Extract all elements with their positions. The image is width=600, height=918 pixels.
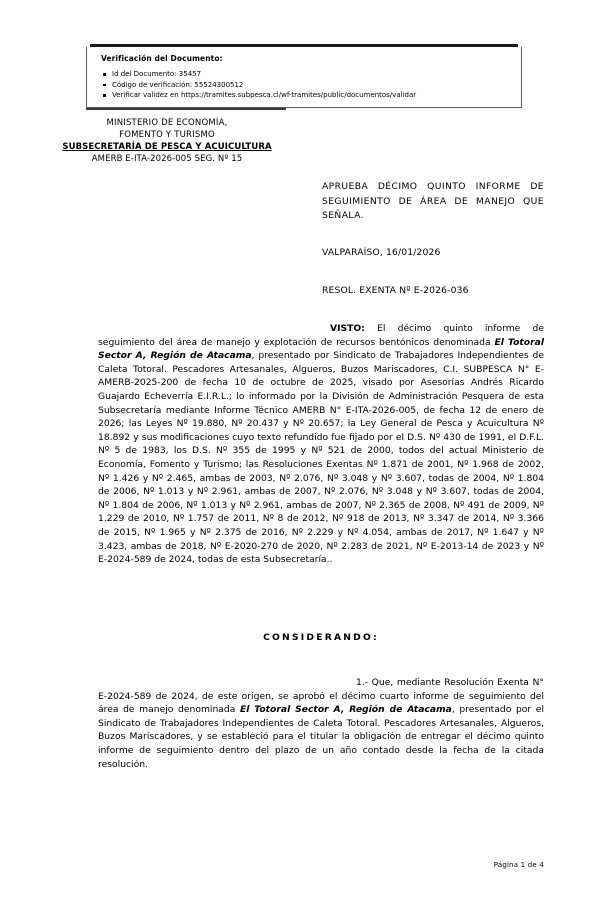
verification-item-document-id: Id del Documento: 35457 — [101, 69, 521, 80]
ministry-line-2: FOMENTO Y TURISMO — [119, 129, 215, 140]
considerando-item-1 — [98, 676, 544, 771]
verification-item-url[interactable]: Verificar validez en https://tramites.subpesca.cl/wf-tramites/public/documentos/validar — [101, 90, 521, 101]
verification-list — [101, 69, 521, 101]
verification-title: Verificación del Documento: — [101, 54, 223, 63]
considerando-heading: CONSIDERANDO: — [263, 632, 379, 643]
verification-stamp — [86, 44, 522, 110]
subsecretaria-line: SUBSECRETARÍA DE PESCA Y ACUICULTURA — [62, 141, 272, 152]
page-footer: Página 1 de 4 — [493, 861, 544, 869]
amerb-reference: AMERB E-ITA-2026-005 SEG. Nº 15 — [91, 154, 243, 164]
considerando-text-part-1: 1.- Que, mediante Resolución Exenta N° E-2024-589 de 2024, de este origen, se aprobó el décimo cuarto informe de seguimiento del área de manejo denominada — [98, 677, 544, 716]
document-subject-title: APRUEBA DÉCIMO QUINTO INFORME DE SEGUIMIENTO DE ÁREA DE MANEJO QUE SEÑALA. — [322, 181, 544, 221]
visto-section — [98, 322, 544, 567]
visto-label: VISTO: — [330, 323, 365, 334]
visto-paragraph — [98, 322, 544, 567]
considerando-text-part-2: , presentado por el Sindicato de Trabajadores Independientes de Caleta Totoral. Pescadores Artesanales, Algueros, Buzos Mariscadores, y se estableció para el titular la obligación de entregar el décimo quinto informe de seguimiento dentro del plazo de un año contado desde la fecha de la citada resolución. — [98, 704, 545, 770]
considerando-section — [98, 676, 544, 771]
visto-area-name: El Totoral Sector A, Región de Atacama — [98, 336, 544, 362]
letterhead — [42, 118, 292, 166]
resolution-number: RESOL. EXENTA Nº E-2026-036 — [322, 285, 469, 296]
place-and-date: VALPARAÍSO, 16/01/2026 — [322, 247, 441, 258]
verification-box — [86, 47, 522, 108]
verification-item-code: Código de verificación: 55524300512 — [101, 80, 521, 91]
ministry-line-1: MINISTERIO DE ECONOMÍA, — [106, 118, 228, 128]
considerando-area-name: El Totoral Sector A, Región de Atacama — [239, 704, 452, 716]
verification-bottom-rule — [86, 108, 286, 110]
visto-text-part-2: , presentado por Sindicato de Trabajadores Independientes de Caleta Totoral. Pescadores Artesanales, Algueros, Buzos Mariscadores, C.I. SUBPESCA N° E-AMERB-2025-200 de fecha 10 de octubre de 2025, visado por Asesorías Andrés Ricardo Guajardo Echeverría E.I.R.L.; lo informado por la División de Administración Pesquera de esta Subsecretaría mediante Informe Técnico AMERB N° E-ITA-2026-005, de fecha 12 de enero de 2026; las Leyes Nº 19.880, Nº 20.437 y Nº 20.657; la Ley General de Pesca y Acuicultura Nº 18.892 y sus modificaciones cuyo texto refundido fue fijado por el D.S. Nº 430 de 1991, el D.F.L. Nº 5 de 1983, los D.S. Nº 355 de 1995 y Nº 521 de 2000, todos del actual Ministerio de Economía, Fomento y Turismo; las Resoluciones Exentas Nº 1.871 de 2001, Nº 1.968 de 2002, Nº 1.426 y Nº 2.465, ambas de 2003, Nº 2.076, Nº 3.048 y Nº 3.607, todas de 2004, Nº 1.804 de 2006, Nº 1.013 y Nº 2.961, ambas de 2007, Nº 2.076, Nº 3.048 y Nº 3.607, todas de 2004, Nº 1.804 de 2006, Nº 1.013 y Nº 2.961, ambas de 2007, Nº 2.365 de 2008, Nº 491 de 2009, Nº 1.229 de 2010, Nº 1.757 de 2011, Nº 8 de 2012, Nº 918 de 2013, Nº 3.347 de 2014, Nº 3.366 de 2015, Nº 1.965 y Nº 2.375 de 2016, Nº 2.229 y Nº 4.054, ambas de 2017, Nº 1.647 y Nº 3.423, ambas de 2018, Nº E-2020-270 de 2020, Nº 2.283 de 2021, Nº E-2013-14 de 2023 y Nº E-2024-589 de 2024, todas de esta Subsecretaría.. — [98, 350, 544, 566]
visto-text-part-1: El décimo quinto informe de seguimiento del área de manejo y explotación de recursos bentónicos denominada — [98, 323, 544, 348]
